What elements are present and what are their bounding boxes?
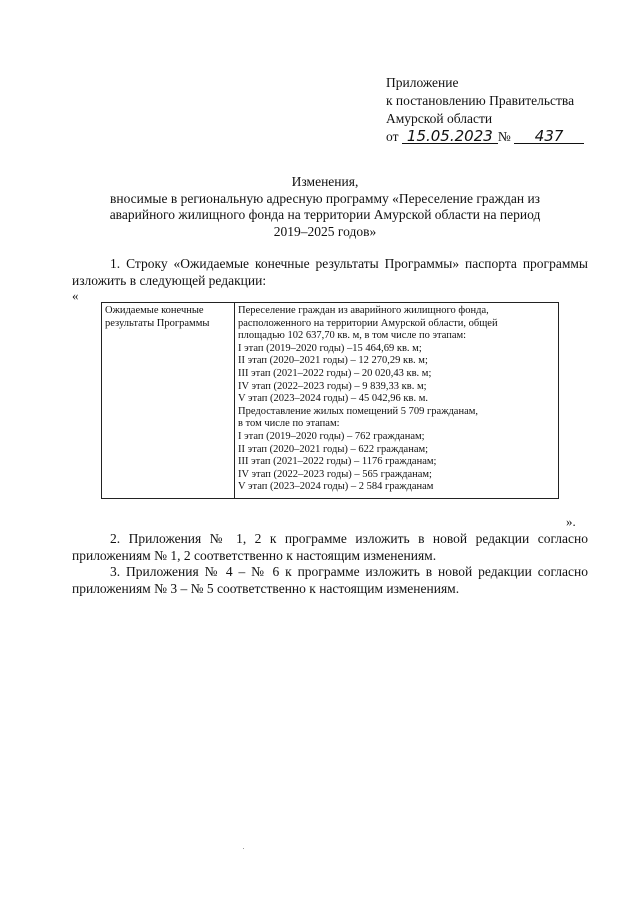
quote-close: ». — [566, 514, 576, 529]
result-line: III этап (2021–2022 годы) – 1176 гражданам; — [238, 456, 437, 468]
appendix-date-line — [386, 128, 584, 146]
handwritten-number: 437 — [514, 129, 584, 144]
paragraph-3 — [72, 563, 588, 597]
title-line-3: аварийного жилищного фонда на территории Амурской области на период — [109, 207, 541, 222]
title-line-1: Изменения, — [291, 174, 359, 189]
appendix-title: Приложение — [386, 75, 459, 90]
table-row — [102, 303, 559, 499]
result-line: Предоставление жилых помещений 5 709 гражданам, — [238, 405, 479, 417]
paragraph-1 — [72, 255, 588, 289]
result-line: в том числе по этапам: — [238, 418, 340, 430]
from-label: от — [386, 129, 399, 144]
result-line: V этап (2023–2024 годы) – 45 042,96 кв. м. — [238, 393, 428, 405]
paragraph-2-text: 2. Приложения № 1, 2 к программе изложить в новой редакции согласно приложениям № 1, 2 соответственно к настоящим изменениям. — [72, 531, 588, 563]
paragraph-1-text: 1. Строку «Ожидаемые конечные результаты Программы» паспорта программы изложить в следующей редакции: — [72, 256, 588, 288]
table-cell-results — [235, 303, 559, 499]
number-label: № — [497, 129, 511, 144]
document-title — [70, 174, 580, 240]
passport-table — [101, 302, 559, 499]
title-line-2: вносимые в региональную адресную программу «Переселение граждан из — [109, 190, 541, 206]
result-line: IV этап (2022–2023 годы) – 565 гражданам; — [238, 468, 432, 480]
quote-open: « — [72, 288, 79, 303]
result-line: III этап (2021–2022 годы) – 20 020,43 кв. м; — [238, 367, 432, 379]
paragraph-3-text: 3. Приложения № 4 – № 6 к программе изложить в новой редакции согласно приложениям № 3 – № 5 соответственно к настоящим изменениям. — [72, 564, 588, 596]
scan-speck — [243, 848, 244, 849]
result-line: II этап (2020–2021 годы) – 12 270,29 кв. м; — [238, 355, 428, 367]
result-line: IV этап (2022–2023 годы) – 9 839,33 кв. м; — [238, 380, 427, 392]
appendix-region: Амурской области — [386, 111, 493, 126]
result-line: I этап (2019–2020 годы) – 762 гражданам; — [238, 430, 425, 442]
result-line: V этап (2023–2024 годы) – 2 584 гражданам — [238, 481, 434, 493]
title-line-4: 2019–2025 годов» — [273, 223, 377, 239]
result-line: I этап (2019–2020 годы) –15 464,69 кв. м; — [238, 342, 422, 354]
result-line: площадью 102 637,70 кв. м, в том числе по этапам: — [238, 330, 467, 342]
table-cell-label: Ожидаемые конечные результаты Программы — [102, 303, 235, 499]
appendix-decree: к постановлению Правительства — [386, 93, 575, 108]
result-line: расположенного на территории Амурской области, общей — [238, 317, 498, 329]
paragraph-2 — [72, 530, 588, 564]
result-line: Переселение граждан из аварийного жилищного фонда, — [238, 305, 489, 316]
appendix-block — [386, 74, 584, 146]
handwritten-date: 15.05.2023 — [402, 129, 498, 144]
result-line: II этап (2020–2021 годы) – 622 гражданам; — [238, 443, 429, 455]
